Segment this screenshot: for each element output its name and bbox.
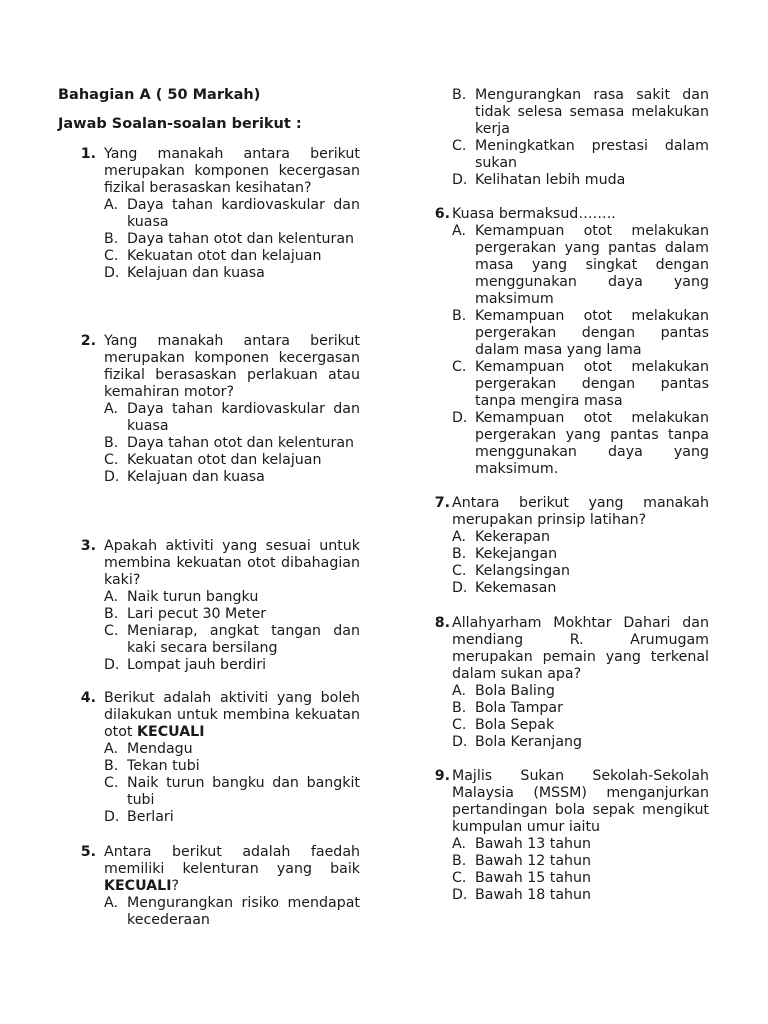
- question-number: 5.: [80, 844, 96, 860]
- option-text: Kekuatan otot dan kelajuan: [127, 248, 322, 264]
- option-label: C.: [452, 359, 467, 375]
- option-text: Bawah 12 tahun: [475, 853, 592, 869]
- option-label: B.: [452, 853, 467, 869]
- option-text: Daya tahan otot dan kelenturan: [127, 435, 355, 451]
- option-text: Mengurangkan risiko mendapat kecederaan: [127, 895, 360, 928]
- option-d[interactable]: [58, 469, 360, 486]
- option-text: Daya tahan otot dan kelenturan: [127, 231, 355, 247]
- option-text: Bawah 18 tahun: [475, 887, 592, 903]
- option-label: D.: [104, 469, 120, 485]
- option-label: B.: [104, 758, 119, 774]
- option-b[interactable]: [427, 87, 709, 138]
- option-d[interactable]: [58, 809, 360, 826]
- option-text: Bawah 15 tahun: [475, 870, 592, 886]
- option-a[interactable]: [427, 683, 709, 700]
- option-label: D.: [104, 265, 120, 281]
- option-label: B.: [452, 700, 467, 716]
- option-c[interactable]: [58, 452, 360, 469]
- option-text: Kemampuan otot melakukan pergerakan yang pantas tanpa menggunakan daya yang maksimum.: [475, 410, 709, 477]
- option-text: Bola Keranjang: [475, 734, 583, 750]
- option-label: A.: [452, 529, 466, 545]
- option-label: B.: [452, 308, 467, 324]
- question-text: Kuasa bermaksud……..: [452, 206, 616, 222]
- option-b[interactable]: [427, 700, 709, 717]
- option-label: B.: [104, 231, 119, 247]
- option-label: D.: [452, 172, 468, 188]
- option-label: A.: [452, 683, 466, 699]
- question-number: 6.: [434, 206, 450, 222]
- option-a[interactable]: [58, 895, 360, 929]
- question-1: [58, 146, 360, 282]
- emphasis-kecuali: KECUALI: [104, 878, 172, 894]
- option-label: A.: [104, 895, 118, 911]
- option-text: Mengurangkan rasa sakit dan tidak selesa semasa melakukan kerja: [475, 87, 709, 137]
- option-label: C.: [104, 248, 119, 264]
- question-number: 8.: [434, 615, 450, 631]
- question-text: Antara berikut yang manakah merupakan prinsip latihan?: [452, 495, 709, 528]
- option-label: B.: [104, 435, 119, 451]
- option-d[interactable]: [427, 172, 709, 189]
- option-a[interactable]: [58, 589, 360, 606]
- option-c[interactable]: [58, 248, 360, 265]
- option-label: B.: [452, 546, 467, 562]
- option-text: Berlari: [127, 809, 174, 825]
- question-7: [427, 495, 709, 597]
- option-text: Kekerapan: [475, 529, 550, 545]
- option-label: C.: [104, 452, 119, 468]
- option-text: Kelihatan lebih muda: [475, 172, 626, 188]
- option-text: Lompat jauh berdiri: [127, 657, 267, 673]
- question-text: Yang manakah antara berikut merupakan komponen kecergasan fizikal berasaskan kesihatan?: [104, 146, 360, 196]
- option-label: B.: [104, 606, 119, 622]
- option-text: Kemampuan otot melakukan pergerakan dengan pantas tanpa mengira masa: [475, 359, 709, 409]
- question-number: 2.: [80, 333, 96, 349]
- option-label: D.: [104, 809, 120, 825]
- option-text: Naik turun bangku: [127, 589, 259, 605]
- option-text: Meningkatkan prestasi dalam sukan: [475, 138, 709, 171]
- option-d[interactable]: [58, 265, 360, 282]
- option-label: A.: [452, 836, 466, 852]
- option-d[interactable]: [427, 887, 709, 904]
- option-label: A.: [104, 401, 118, 417]
- question-5-continued: [427, 87, 709, 189]
- question-5: [58, 844, 360, 929]
- question-3: [58, 538, 360, 674]
- option-d[interactable]: [427, 580, 709, 597]
- question-9: [427, 768, 709, 904]
- option-label: C.: [452, 870, 467, 886]
- option-text: Kelajuan dan kuasa: [127, 265, 265, 281]
- option-label: D.: [452, 580, 468, 596]
- option-label: C.: [452, 563, 467, 579]
- option-text: Tekan tubi: [127, 758, 200, 774]
- option-a[interactable]: [427, 223, 709, 308]
- question-number: 9.: [434, 768, 450, 784]
- question-8: [427, 615, 709, 751]
- option-label: A.: [104, 741, 118, 757]
- option-text: Mendagu: [127, 741, 193, 757]
- option-c[interactable]: [427, 563, 709, 580]
- option-label: D.: [452, 887, 468, 903]
- option-label: D.: [104, 657, 120, 673]
- option-label: C.: [452, 717, 467, 733]
- question-6: [427, 206, 709, 478]
- option-text: Kelangsingan: [475, 563, 570, 579]
- option-label: C.: [104, 775, 119, 791]
- option-text: Lari pecut 30 Meter: [127, 606, 267, 622]
- question-number: 7.: [434, 495, 450, 511]
- option-c[interactable]: [427, 359, 709, 410]
- option-c[interactable]: [427, 717, 709, 734]
- option-b[interactable]: [58, 435, 360, 452]
- option-a[interactable]: [58, 197, 360, 231]
- option-label: A.: [104, 197, 118, 213]
- option-c[interactable]: [58, 775, 360, 809]
- option-text: Bawah 13 tahun: [475, 836, 592, 852]
- question-4: [58, 690, 360, 826]
- option-d[interactable]: [427, 734, 709, 751]
- section-instruction: Jawab Soalan-soalan berikut :: [58, 116, 302, 132]
- option-b[interactable]: [427, 853, 709, 870]
- option-text: Kemampuan otot melakukan pergerakan yang pantas dalam masa yang singkat dengan menggunakan daya yang maksimum: [475, 223, 709, 307]
- option-text: Kekemasan: [475, 580, 557, 596]
- option-c[interactable]: [427, 138, 709, 172]
- option-b[interactable]: [58, 758, 360, 775]
- option-a[interactable]: [427, 836, 709, 853]
- option-label: C.: [452, 138, 467, 154]
- question-text: Berikut adalah aktiviti yang boleh dilakukan untuk membina kekuatan otot KECUALI: [104, 690, 360, 740]
- question-text: Apakah aktiviti yang sesuai untuk membina kekuatan otot dibahagian kaki?: [104, 538, 360, 588]
- option-text: Bola Tampar: [475, 700, 563, 716]
- option-text: Kekejangan: [475, 546, 558, 562]
- option-b[interactable]: [58, 231, 360, 248]
- option-text: Bola Sepak: [475, 717, 555, 733]
- question-text: Majlis Sukan Sekolah-Sekolah Malaysia (MSSM) menganjurkan pertandingan bola sepak mengikut kumpulan umur iaitu: [452, 768, 709, 835]
- option-label: B.: [452, 87, 467, 103]
- option-c[interactable]: [58, 623, 360, 657]
- option-c[interactable]: [427, 870, 709, 887]
- option-label: D.: [452, 734, 468, 750]
- question-text: Antara berikut adalah faedah memiliki kelenturan yang baik KECUALI?: [104, 844, 360, 894]
- question-number: 4.: [80, 690, 96, 706]
- option-d[interactable]: [58, 657, 360, 674]
- option-label: A.: [104, 589, 118, 605]
- option-text: Kekuatan otot dan kelajuan: [127, 452, 322, 468]
- option-b[interactable]: [427, 308, 709, 359]
- option-text: Naik turun bangku dan bangkit tubi: [127, 775, 360, 808]
- option-label: D.: [452, 410, 468, 426]
- question-number: 1.: [80, 146, 96, 162]
- option-b[interactable]: [427, 546, 709, 563]
- question-2: [58, 333, 360, 486]
- question-number: 3.: [80, 538, 96, 554]
- option-b[interactable]: [58, 606, 360, 623]
- option-label: A.: [452, 223, 466, 239]
- option-d[interactable]: [427, 410, 709, 478]
- option-text: Bola Baling: [475, 683, 555, 699]
- option-a[interactable]: [58, 741, 360, 758]
- section-title: Bahagian A ( 50 Markah): [58, 87, 261, 103]
- emphasis-kecuali: KECUALI: [137, 724, 205, 740]
- question-text: Allahyarham Mokhtar Dahari dan mendiang R. Arumugam merupakan pemain yang terkenal dalam sukan apa?: [452, 615, 709, 682]
- option-text: Kelajuan dan kuasa: [127, 469, 265, 485]
- option-text: Daya tahan kardiovaskular dan kuasa: [127, 401, 360, 434]
- option-text: Daya tahan kardiovaskular dan kuasa: [127, 197, 360, 230]
- option-a[interactable]: [58, 401, 360, 435]
- option-text: Kemampuan otot melakukan pergerakan dengan pantas dalam masa yang lama: [475, 308, 709, 358]
- question-text: Yang manakah antara berikut merupakan komponen kecergasan fizikal berasaskan perlakuan atau kemahiran motor?: [104, 333, 360, 400]
- option-text: Meniarap, angkat tangan dan kaki secara bersilang: [127, 623, 360, 656]
- option-a[interactable]: [427, 529, 709, 546]
- option-label: C.: [104, 623, 119, 639]
